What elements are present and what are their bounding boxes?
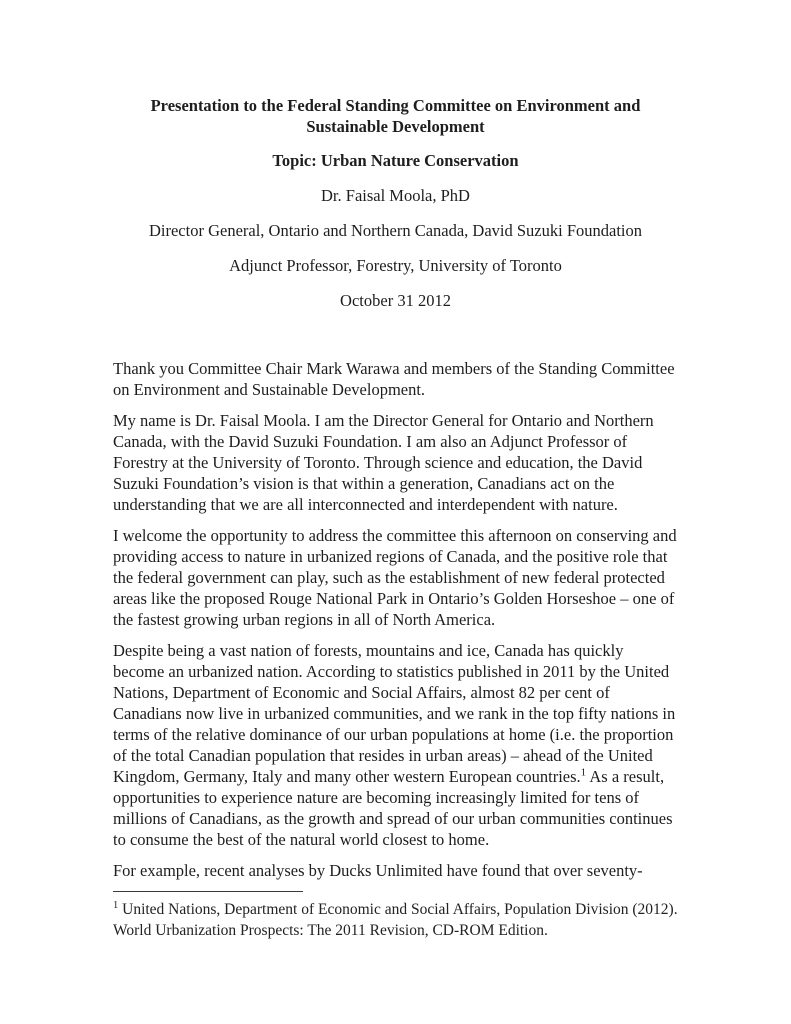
- paragraph-urbanization-continuation: As a result, opportunities to experience nature are becoming increasingly limited for tens of millions of Canadians, as the growth and spread of our urban communities continues to consume the best of the natural world closest to home.: [113, 767, 673, 849]
- footnote-citation: United Nations, Department of Economic and Social Affairs, Population Division (2012). World Urbanization Prospects: The 2011 Revision, CD-ROM Edition.: [113, 901, 678, 939]
- footnote-marker-1: 1: [113, 899, 119, 911]
- paragraph-urbanization: [113, 640, 678, 850]
- paragraph-introduction: My name is Dr. Faisal Moola. I am the Director General for Ontario and Northern Canada, with the David Suzuki Foundation. I am also an Adjunct Professor of Forestry at the University of Toronto. Through science and education, the David Suzuki Foundation’s vision is that within a generation, Canadians act on the understanding that we are all interconnected and interdependent with nature.: [113, 411, 654, 514]
- author-role-primary: Director General, Ontario and Northern Canada, David Suzuki Foundation: [148, 221, 643, 240]
- document-date: October 31 2012: [340, 291, 451, 310]
- paragraph-welcome: I welcome the opportunity to address the committee this afternoon on conserving and providing access to nature in urbanized regions of Canada, and the positive role that the federal government can play, such as the establishment of new federal protected areas like the proposed Rouge National Park in Ontario’s Golden Horseshoe – one of the fastest growing urban regions in all of North America.: [113, 526, 677, 629]
- footnote-text: [113, 899, 678, 941]
- paragraph-example: For example, recent analyses by Ducks Unlimited have found that over seventy-: [113, 861, 643, 880]
- paragraph-urbanization-text: Despite being a vast nation of forests, mountains and ice, Canada has quickly become an urbanized nation. According to statistics published in 2011 by the United Nations, Department of Economic and Social Affairs, almost 82 per cent of Canadians now live in urbanized communities, and we rank in the top fifty nations in terms of the relative dominance of our urban populations at home (i.e. the proportion of the total Canadian population that resides in urban areas) – ahead of the United Kingdom, Germany, Italy and many other western European countries.: [113, 641, 676, 786]
- author-name: Dr. Faisal Moola, PhD: [321, 186, 470, 205]
- document-title: Presentation to the Federal Standing Committee on Environment and Sustainable Development: [150, 96, 641, 136]
- footnote-reference-1: 1: [580, 766, 587, 779]
- footnote-section: [113, 891, 678, 941]
- footnote-separator-rule: [113, 891, 303, 892]
- document-topic: Topic: Urban Nature Conservation: [272, 151, 519, 170]
- document-body: [113, 358, 678, 881]
- document-header: [113, 95, 678, 311]
- paragraph-greeting: Thank you Committee Chair Mark Warawa and members of the Standing Committee on Environment and Sustainable Development.: [113, 359, 675, 399]
- author-role-secondary: Adjunct Professor, Forestry, University of Toronto: [229, 256, 562, 275]
